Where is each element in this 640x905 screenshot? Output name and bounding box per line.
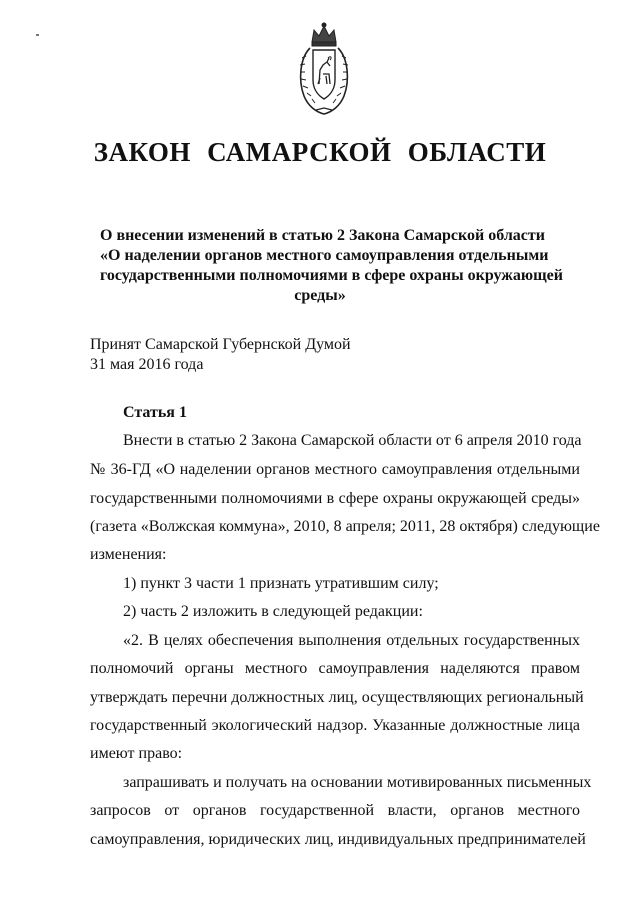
article-line: 1) пункт 3 части 1 признать утратившим силу; <box>123 575 439 592</box>
article-line: полномочий органы местного самоуправления наделяются правом <box>90 660 580 677</box>
adopted-by: Принят Самарской Губернской Думой <box>90 336 351 353</box>
subtitle-line: среды» <box>294 287 346 304</box>
article-line: Внести в статью 2 Закона Самарской области от 6 апреля 2010 года <box>123 432 582 449</box>
samara-coat-of-arms-icon <box>296 22 352 118</box>
adoption-date: 31 мая 2016 года <box>90 356 204 373</box>
scan-mark <box>36 34 39 36</box>
article-line: запрашивать и получать на основании мотивированных письменных <box>123 774 592 791</box>
article-line: имеют право: <box>90 745 183 762</box>
subtitle-line: О внесении изменений в статью 2 Закона Самарской области <box>100 227 545 244</box>
article-line: самоуправления, юридических лиц, индивидуальных предпринимателей <box>90 831 586 848</box>
law-subtitle <box>100 226 563 306</box>
law-title: ЗАКОН САМАРСКОЙ ОБЛАСТИ <box>93 137 547 167</box>
article-line: (газета «Волжская коммуна», 2010, 8 апреля; 2011, 28 октября) следующие <box>90 518 600 535</box>
article-line: запросов от органов государственной власти, органов местного <box>90 802 580 819</box>
article-line: изменения: <box>90 546 167 563</box>
article-line: 2) часть 2 изложить в следующей редакции: <box>123 603 423 620</box>
article-line: государственными полномочиями в сфере охраны окружающей среды» <box>90 490 580 507</box>
article-line: утверждать перечни должностных лиц, осуществляющих региональный <box>90 689 584 706</box>
article-heading: Статья 1 <box>123 404 187 421</box>
article-line: государственный экологический надзор. Указанные должностные лица <box>90 717 580 734</box>
adoption-info <box>90 335 351 375</box>
article-line: «2. В целях обеспечения выполнения отдельных государственных <box>123 632 580 649</box>
subtitle-line: государственными полномочиями в сфере охраны окружающей <box>100 267 563 284</box>
article-line: № 36-ГД «О наделении органов местного самоуправления отдельными <box>90 461 580 478</box>
subtitle-line: «О наделении органов местного самоуправления отдельными <box>100 247 549 264</box>
